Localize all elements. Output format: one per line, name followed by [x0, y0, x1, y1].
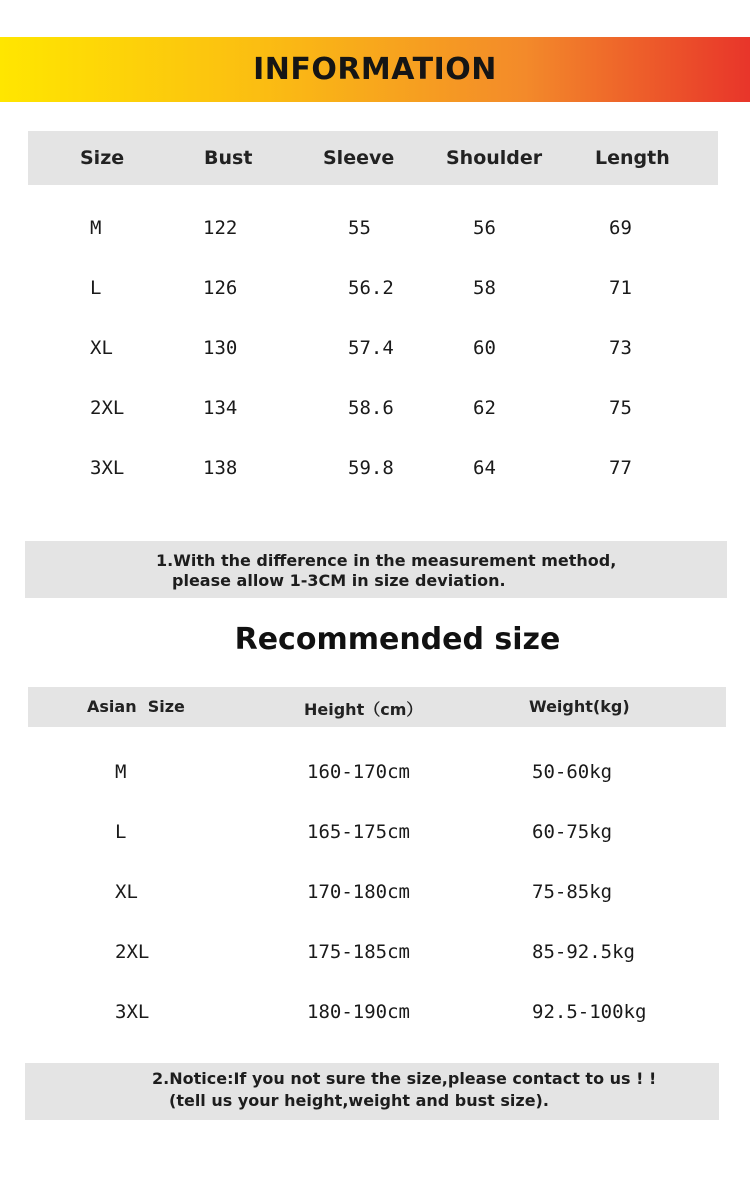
bust-cell: 126 — [203, 277, 238, 299]
weight-cell: 60-75kg — [532, 821, 613, 843]
sleeve-cell: 58.6 — [348, 397, 394, 419]
size-cell: M — [90, 217, 102, 239]
bust-cell: 134 — [203, 397, 238, 419]
asian-size-cell: XL — [115, 881, 138, 903]
bust-cell: 138 — [203, 457, 238, 479]
recommended-header-weight: Weight(kg) — [529, 697, 630, 716]
weight-cell: 92.5-100kg — [532, 1001, 647, 1023]
weight-cell: 75-85kg — [532, 881, 613, 903]
sleeve-cell: 56.2 — [348, 277, 394, 299]
shoulder-cell: 60 — [473, 337, 496, 359]
size-cell: 2XL — [90, 397, 125, 419]
height-cell: 175-185cm — [307, 941, 410, 963]
size-table-header-bust: Bust — [204, 147, 253, 169]
sleeve-cell: 57.4 — [348, 337, 394, 359]
length-cell: 77 — [609, 457, 632, 479]
shoulder-cell: 62 — [473, 397, 496, 419]
size-cell: L — [90, 277, 102, 299]
asian-size-cell: 2XL — [115, 941, 150, 963]
size-notice-line2: (tell us your height,weight and bust size). — [169, 1091, 549, 1110]
size-table-header-size: Size — [80, 147, 125, 169]
length-cell: 73 — [609, 337, 632, 359]
size-table-header-sleeve: Sleeve — [323, 147, 395, 169]
shoulder-cell: 58 — [473, 277, 496, 299]
length-cell: 75 — [609, 397, 632, 419]
shoulder-cell: 64 — [473, 457, 496, 479]
weight-cell: 85-92.5kg — [532, 941, 635, 963]
information-banner — [0, 37, 750, 102]
recommended-header-asian-size: Asian Size — [87, 697, 185, 716]
asian-size-cell: 3XL — [115, 1001, 150, 1023]
weight-cell: 50-60kg — [532, 761, 613, 783]
sleeve-cell: 59.8 — [348, 457, 394, 479]
asian-size-cell: M — [115, 761, 127, 783]
bust-cell: 130 — [203, 337, 238, 359]
size-cell: XL — [90, 337, 113, 359]
size-table-header-shoulder: Shoulder — [446, 147, 543, 169]
measurement-note-line2: please allow 1-3CM in size deviation. — [172, 571, 506, 590]
recommended-header-height: Height（cm） — [304, 700, 423, 719]
size-table-header-length: Length — [595, 147, 670, 169]
size-notice-line1: 2.Notice:If you not sure the size,please contact to us ! ! — [152, 1069, 657, 1088]
height-cell: 180-190cm — [307, 1001, 410, 1023]
length-cell: 71 — [609, 277, 632, 299]
height-cell: 170-180cm — [307, 881, 410, 903]
size-cell: 3XL — [90, 457, 125, 479]
height-cell: 165-175cm — [307, 821, 410, 843]
asian-size-cell: L — [115, 821, 127, 843]
recommended-size-title: Recommended size — [234, 622, 561, 657]
height-cell: 160-170cm — [307, 761, 410, 783]
banner-title: INFORMATION — [253, 52, 497, 87]
shoulder-cell: 56 — [473, 217, 496, 239]
bust-cell: 122 — [203, 217, 238, 239]
length-cell: 69 — [609, 217, 632, 239]
measurement-note-line1: 1.With the difference in the measurement method, — [156, 551, 617, 570]
sleeve-cell: 55 — [348, 217, 371, 239]
